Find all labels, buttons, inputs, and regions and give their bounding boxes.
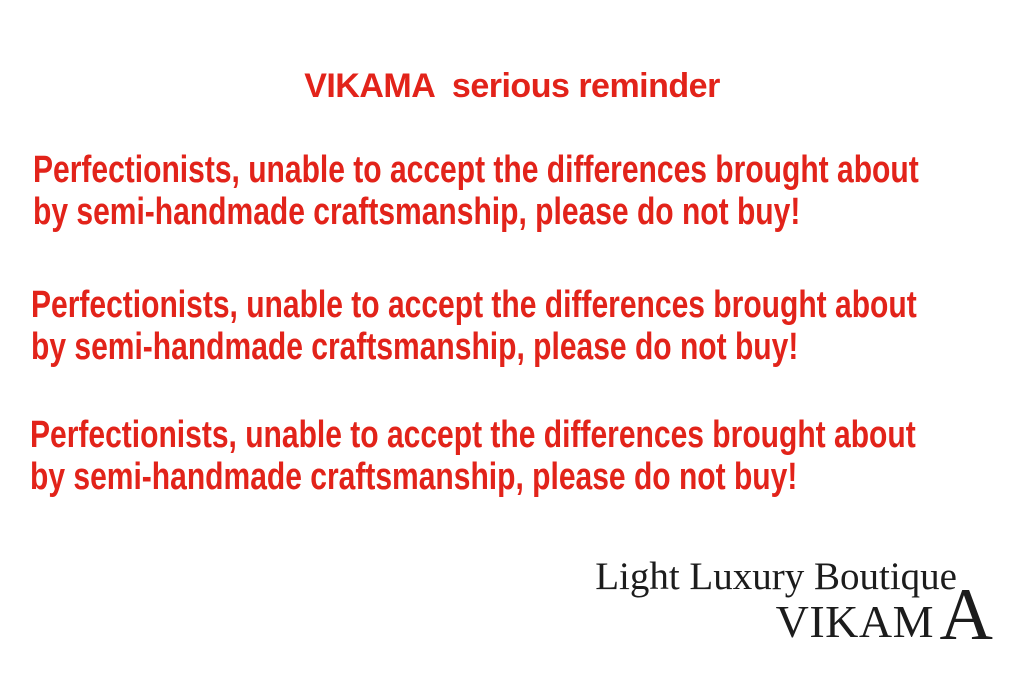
- brand-name: VIKAM: [775, 596, 934, 647]
- warning-line-1: Perfectionists, unable to accept the differences brought about: [33, 149, 919, 191]
- warning-paragraph: [30, 414, 916, 498]
- warning-line-2: by semi-handmade craftsmanship, please do not buy!: [31, 326, 799, 368]
- warning-line-1: Perfectionists, unable to accept the differences brought about: [30, 414, 916, 456]
- warning-line-2: by semi-handmade craftsmanship, please do not buy!: [33, 191, 801, 233]
- warning-paragraph: [31, 284, 917, 368]
- brand-name-large-a: A: [939, 574, 993, 656]
- page-title: VIKAMA serious reminder: [304, 67, 720, 105]
- warning-paragraph: [33, 149, 919, 233]
- brand-tagline: Light Luxury Boutique: [595, 555, 957, 598]
- warning-line-2: by semi-handmade craftsmanship, please do not buy!: [30, 456, 798, 498]
- warning-line-1: Perfectionists, unable to accept the differences brought about: [31, 284, 917, 326]
